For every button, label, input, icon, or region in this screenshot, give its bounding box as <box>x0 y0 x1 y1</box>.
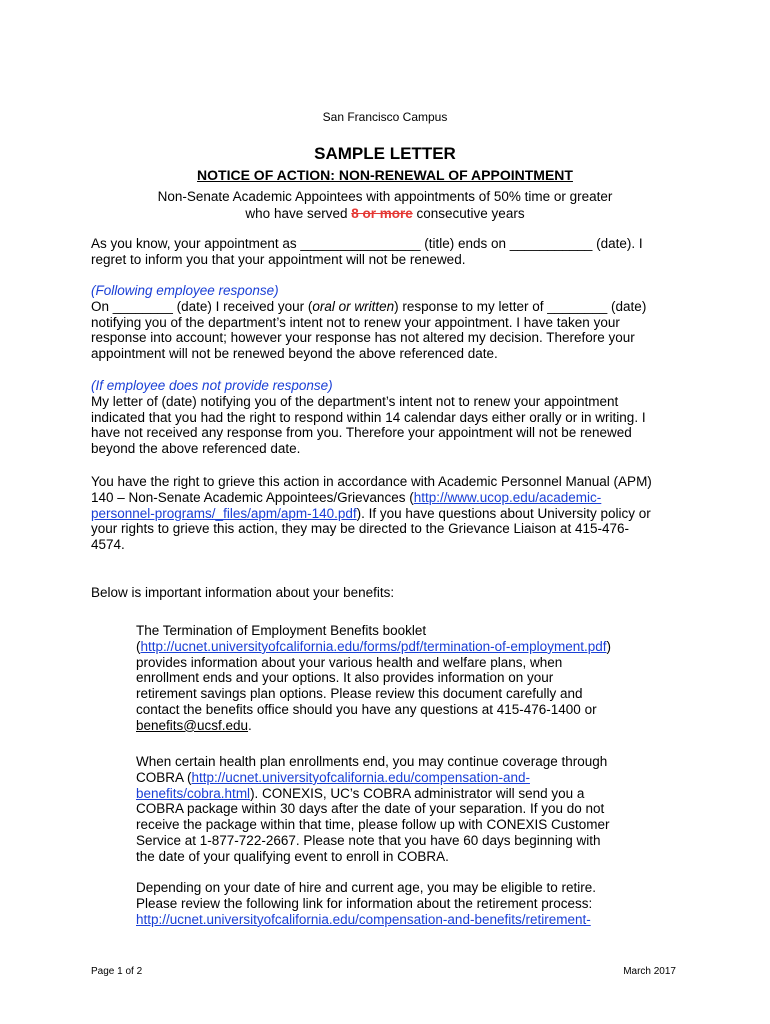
para4-line4: your rights to grieve this action, they may be directed to the Grievance Liaison at 415-476- <box>91 521 630 537</box>
para3-heading: (If employee does not provide response) <box>91 378 333 393</box>
benefit3-line2: Please review the following link for information about the retirement process: <box>136 895 593 911</box>
campus-label: San Francisco Campus <box>322 110 448 124</box>
benefit1-line7 <box>136 718 696 734</box>
benefits-intro: Below is important information about your benefits: <box>91 585 395 600</box>
retirement-link[interactable]: http://ucnet.universityofcalifornia.edu/compensation-and-benefits/retirement- <box>136 911 591 927</box>
para1-line2: regret to inform you that your appointment will not be renewed. <box>91 251 466 267</box>
benefit2-line2-pre: COBRA ( <box>136 769 192 785</box>
termination-booklet-link[interactable]: http://ucnet.universityofcalifornia.edu/forms/pdf/termination-of-employment.pdf <box>140 638 607 654</box>
apm-link-part1[interactable]: http://www.ucop.edu/academic- <box>413 489 602 505</box>
benefit1-line4: enrollment ends and your options. It also provides information on your <box>136 670 554 686</box>
para3-line1: My letter of (date) notifying you of the department’s intent not to renew your appointment <box>91 393 619 409</box>
benefit2-line4: COBRA package within 30 days after the date of your separation. If you do not <box>136 801 605 817</box>
benefit1-line2 <box>136 639 696 655</box>
subtitle-line1: Non-Senate Academic Appointees with appointments of 50% time or greater <box>157 189 613 204</box>
para4-line3-post: ). If you have questions about University policy or <box>356 505 651 521</box>
benefit1-line5: retirement savings plan options. Please review this document carefully and <box>136 686 583 702</box>
benefit-cobra <box>136 754 696 865</box>
para2-line1-pre: On ________ (date) I received your ( <box>91 298 313 314</box>
subtitle-line2-pre: who have served <box>245 206 352 221</box>
subtitle-line2-post: consecutive years <box>412 206 525 221</box>
benefit1-line2-post: ) <box>606 638 611 654</box>
cobra-link-part2[interactable]: benefits/cobra.html <box>136 785 251 801</box>
subtitle-line2 <box>0 205 770 222</box>
benefit2-line7: the date of your qualifying event to enroll in COBRA. <box>136 848 449 864</box>
para2-line3: response into account; however your response has not altered my decision. Therefore your <box>91 330 635 346</box>
struck-text: 8 or more <box>351 206 413 221</box>
letter-title: SAMPLE LETTER <box>314 144 456 163</box>
para4-line2 <box>91 490 686 506</box>
benefit2-line3 <box>136 786 696 802</box>
notice-heading: NOTICE OF ACTION: NON-RENEWAL OF APPOINTMENT <box>197 167 573 183</box>
para2-line4: appointment will not be renewed beyond the above referenced date. <box>91 346 498 362</box>
paragraph-grievance <box>91 474 686 553</box>
para1-line1: As you know, your appointment as ________________ (title) ends on ___________ (date). I <box>91 236 643 251</box>
para3-line2: indicated that you had the right to respond within 14 calendar days either orally or in writing. I <box>91 409 646 425</box>
benefit2-line5: receive the package within that time, please follow up with CONEXIS Customer <box>136 817 610 833</box>
para4-line3 <box>91 506 686 522</box>
benefit2-line2 <box>136 770 696 786</box>
para4-line5: 4574. <box>91 537 125 553</box>
benefit3-line1: Depending on your date of hire and current age, you may be eligible to retire. <box>136 880 597 895</box>
para2-line2: notifying you of the department’s intent not to renew your appointment. I have taken your <box>91 314 620 330</box>
apm-link-part2[interactable]: personnel-programs/_files/apm/apm-140.pdf <box>91 505 357 521</box>
benefit1-email-post: . <box>248 717 252 733</box>
footer-date: March 2017 <box>623 966 676 977</box>
page-number: Page 1 of 2 <box>91 966 143 977</box>
benefit2-line3-post: ). CONEXIS, UC’s COBRA administrator will send you a <box>250 785 585 801</box>
benefit-termination-booklet <box>136 623 696 734</box>
benefits-email-link[interactable]: benefits@ucsf.edu <box>136 717 249 733</box>
cobra-link-part1[interactable]: http://ucnet.universityofcalifornia.edu/compensation-and- <box>191 769 530 785</box>
paragraph-no-response <box>91 378 686 457</box>
benefit2-line1: When certain health plan enrollments end, you may continue coverage through <box>136 754 608 769</box>
paragraph-notice <box>91 236 686 268</box>
para4-line1: You have the right to grieve this action in accordance with Academic Personnel Manual (APM) <box>91 474 652 489</box>
para3-line3: have not received any response from you. Therefore your appointment will not be renewed <box>91 425 632 441</box>
para3-line4: beyond the above referenced date. <box>91 441 301 457</box>
paragraph-following-response <box>91 283 686 362</box>
benefit1-line6: contact the benefits office should you have any questions at 415-476-1400 or <box>136 701 597 717</box>
para4-line2-pre: 140 – Non-Senate Academic Appointees/Grievances ( <box>91 489 414 505</box>
subtitle <box>0 188 770 222</box>
para2-line1 <box>91 299 686 315</box>
benefit1-line2-pre: ( <box>136 638 141 654</box>
benefit2-line6: Service at 1-877-722-2667. Please note that you have 60 days beginning with <box>136 832 601 848</box>
para2-line1-post: ) response to my letter of ________ (date) <box>394 298 647 314</box>
benefit-retirement <box>136 880 696 927</box>
para2-heading: (Following employee response) <box>91 283 279 298</box>
benefit1-line1: The Termination of Employment Benefits booklet <box>136 623 427 638</box>
para2-line1-italic: oral or written <box>312 298 395 314</box>
benefit1-line3: provides information about your various health and welfare plans, when <box>136 654 563 670</box>
